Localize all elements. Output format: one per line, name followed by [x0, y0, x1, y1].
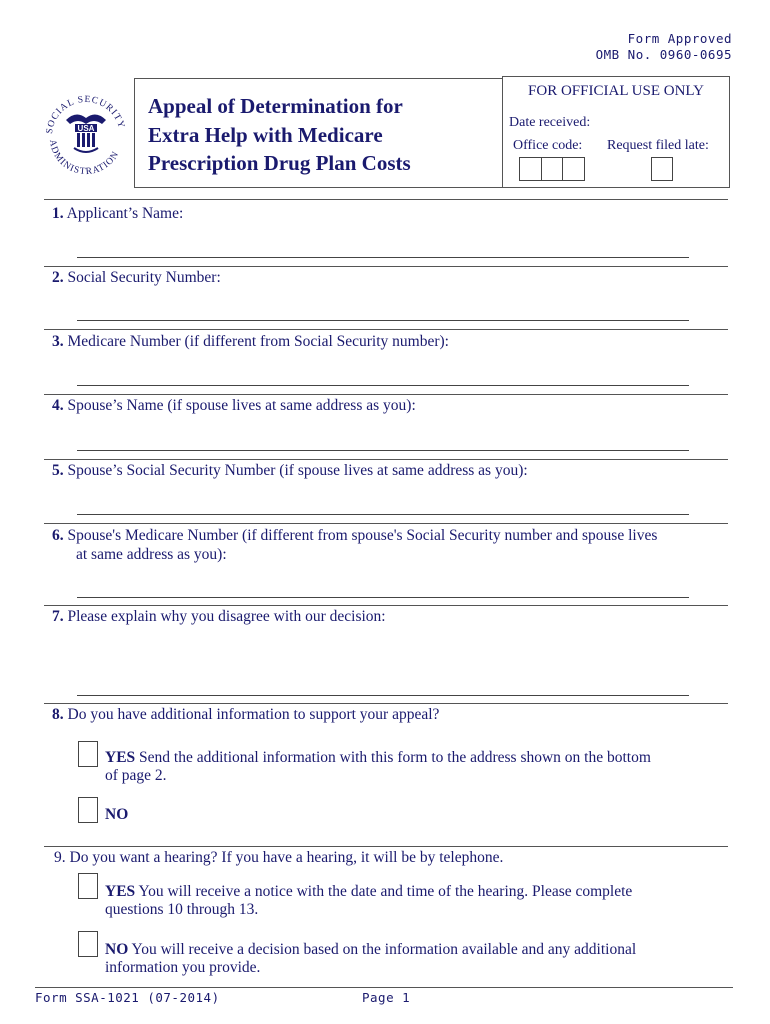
- q9-no-checkbox[interactable]: [78, 931, 98, 957]
- request-filed-late-box[interactable]: [651, 157, 673, 181]
- divider: [44, 459, 728, 460]
- form-id: Form SSA-1021 (07-2014): [35, 990, 220, 1005]
- q8-yes-option: YES Send the additional information with this form to the address shown on the bottom of page 2.: [105, 749, 651, 784]
- question-3: 3. Medicare Number (if different from Social Security number):: [52, 333, 449, 350]
- spouse-ssn-field[interactable]: [77, 514, 689, 515]
- divider: [44, 605, 728, 606]
- disagree-reason-field[interactable]: [77, 695, 689, 696]
- divider: [44, 703, 728, 704]
- divider: [44, 329, 728, 330]
- question-4: 4. Spouse’s Name (if spouse lives at same address as you):: [52, 397, 416, 414]
- logo-ring-text-bottom: ADMINISTRATION: [46, 138, 122, 178]
- office-code-label: Office code:: [513, 138, 583, 153]
- question-1: 1. Applicant’s Name:: [52, 205, 184, 222]
- applicant-name-field[interactable]: [77, 257, 689, 258]
- ssn-field[interactable]: [77, 320, 689, 321]
- q9-yes-checkbox[interactable]: [78, 873, 98, 899]
- request-filed-late-label: Request filed late:: [607, 138, 709, 153]
- spouse-medicare-field[interactable]: [77, 597, 689, 598]
- title-line-3: Prescription Drug Plan Costs: [148, 151, 411, 175]
- q8-no-option: NO: [105, 806, 129, 823]
- spouse-name-field[interactable]: [77, 450, 689, 451]
- q9-no-option: NO You will receive a decision based on the information available and any additional information you provide.: [105, 941, 637, 976]
- q8-yes-checkbox[interactable]: [78, 741, 98, 767]
- footer-rule: [35, 987, 733, 988]
- question-2: 2. Social Security Number:: [52, 269, 221, 286]
- title-line-2: Extra Help with Medicare: [148, 122, 383, 147]
- omb-number: OMB No. 0960-0695: [595, 47, 732, 62]
- medicare-number-field[interactable]: [77, 385, 689, 386]
- form-approved-label: Form Approved: [627, 31, 732, 46]
- official-use-box: [502, 76, 730, 188]
- page-number: Page 1: [362, 990, 411, 1005]
- eagle-icon: [66, 114, 106, 152]
- question-6: 6. Spouse's Medicare Number (if different from spouse's Social Security number and spouse lives at same address as you):: [52, 527, 658, 563]
- form-approved-block: [596, 31, 732, 63]
- official-use-heading: FOR OFFICIAL USE ONLY: [528, 83, 704, 99]
- date-received-label: Date received:: [509, 115, 591, 130]
- ssa-seal-logo: [44, 84, 128, 188]
- office-code-boxes[interactable]: [519, 157, 585, 181]
- divider: [44, 199, 728, 200]
- question-8: 8. Do you have additional information to support your appeal?: [52, 706, 440, 723]
- divider: [44, 523, 728, 524]
- title-line-1: Appeal of Determination for: [148, 94, 403, 118]
- divider: [44, 266, 728, 267]
- question-5: 5. Spouse’s Social Security Number (if spouse lives at same address as you):: [52, 462, 528, 479]
- question-7: 7. Please explain why you disagree with our decision:: [52, 608, 386, 625]
- logo-usa-text: USA: [77, 124, 95, 133]
- q9-yes-option: YES You will receive a notice with the date and time of the hearing. Please complete questions 10 through 13.: [105, 883, 633, 918]
- logo-ring-text-top: SOCIAL SECURITY: [44, 94, 127, 135]
- page-title: [148, 92, 411, 178]
- q8-no-checkbox[interactable]: [78, 797, 98, 823]
- divider: [44, 394, 728, 395]
- divider: [44, 846, 728, 847]
- question-9: 9. Do you want a hearing? If you have a hearing, it will be by telephone.: [54, 849, 504, 866]
